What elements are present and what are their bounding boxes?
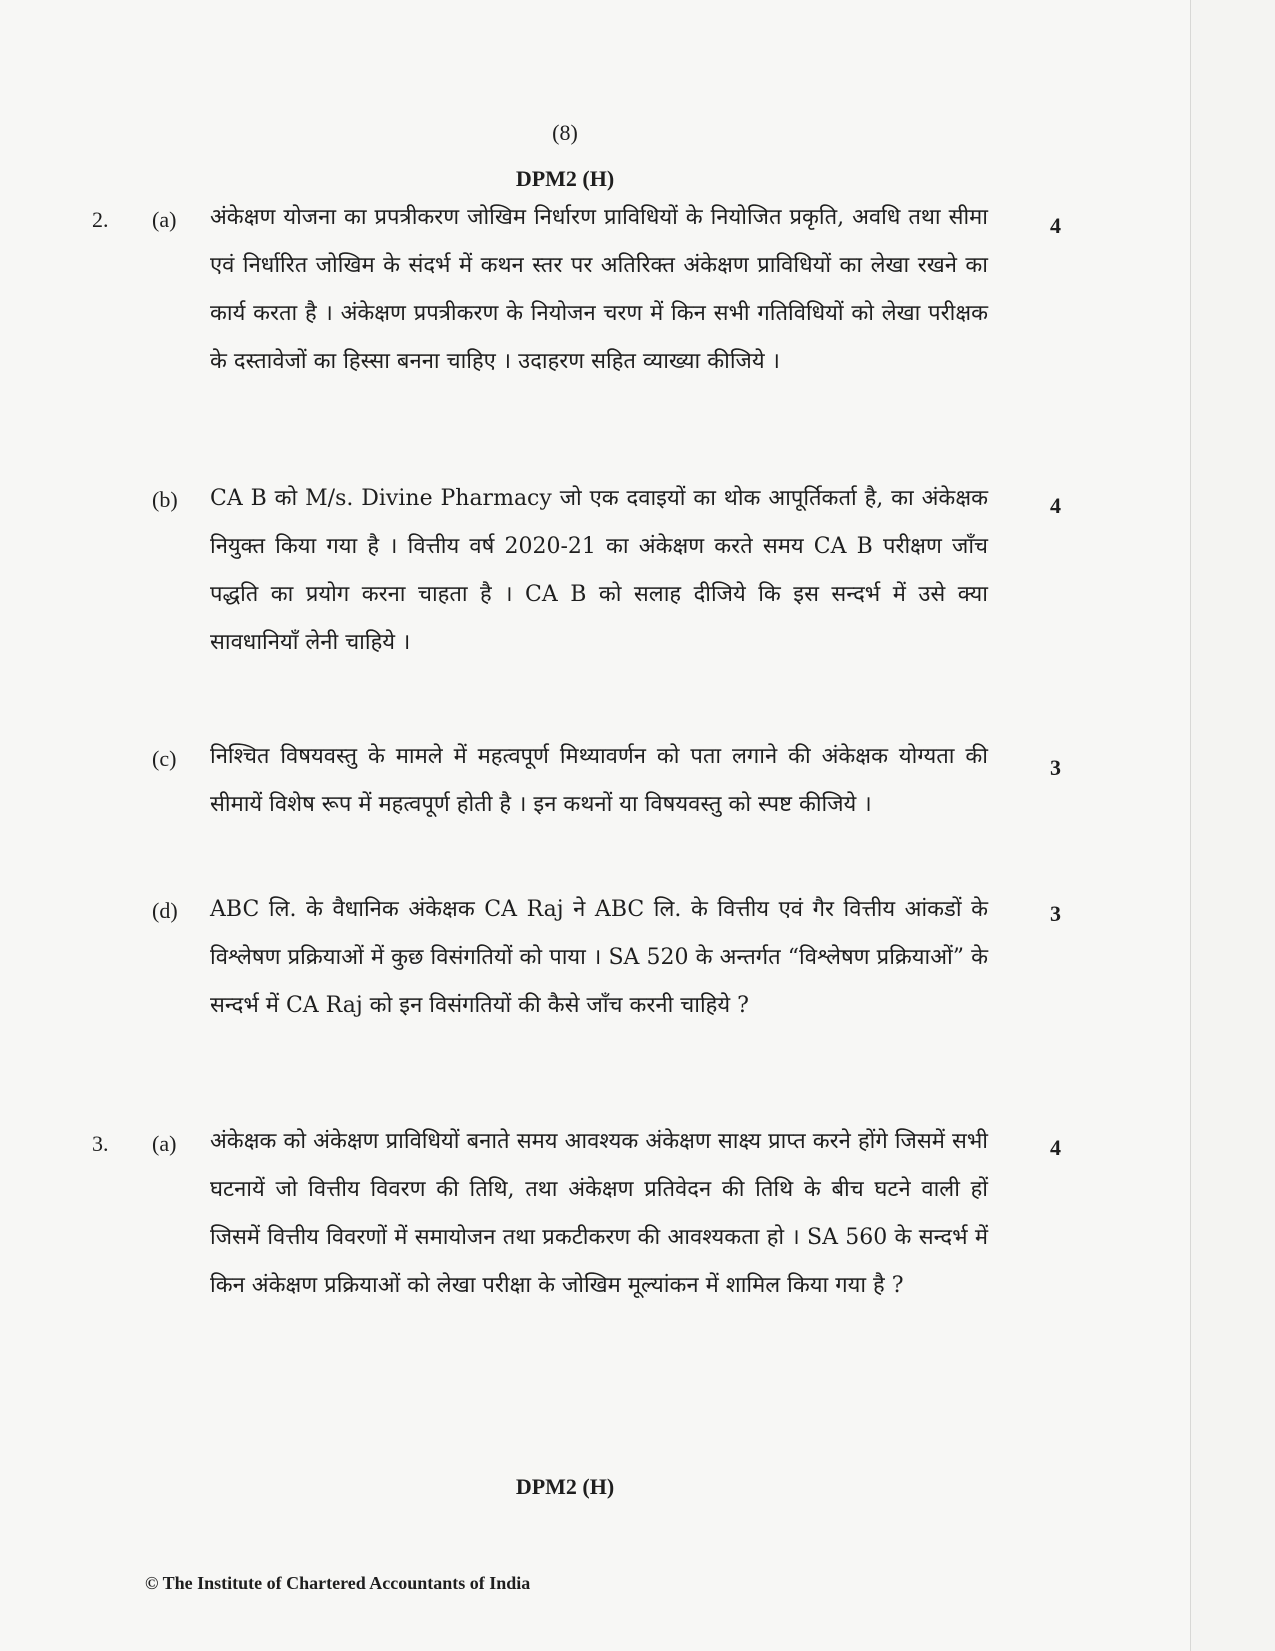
subquestion-text: निश्चित विषयवस्तु के मामले में महत्वपूर्ण मिथ्यावर्णन को पता लगाने की अंकेक्षक योग्यता की सीमायें विशेष रूप में महत्वपूर्ण होती है । इन कथनों या विषयवस्तु को स्पष्ट कीजिये । <box>210 744 988 817</box>
subquestion-text: CA B को M/s. Divine Pharmacy जो एक दवाइयों का थोक आपूर्तिकर्ता है, का अंकेक्षक नियुक्त किया गया है । वित्तीय वर्ष 2020-21 का अंकेक्षण करते समय CA B परीक्षण जाँच पद्धति का प्रयोग करना चाहता है । CA B को सलाह दीजिये कि इस सन्दर्भ में उसे क्या सावधानियाँ लेनी चाहिये । <box>210 486 988 655</box>
marks: 4 <box>1050 493 1061 518</box>
copyright-notice: © The Institute of Chartered Accountants of India <box>145 1573 531 1593</box>
question-number: 3. <box>92 1131 109 1156</box>
subquestion-text: अंकेक्षण योजना का प्रपत्रीकरण जोखिम निर्धारण प्राविधियों के नियोजित प्रकृति, अवधि तथा सीमा एवं निर्धारित जोखिम के संदर्भ में कथन स्तर पर अतिरिक्त अंकेक्षण प्राविधियों का लेखा रखने का कार्य करता है । अंकेक्षण प्रपत्रीकरण के नियोजन चरण में किन सभी गतिविधियों को लेखा परीक्षक के दस्तावेजों का हिस्सा बनना चाहिए । उदाहरण सहित व्याख्या कीजिये । <box>210 205 988 374</box>
subquestion-label: (a) <box>152 1131 177 1156</box>
subquestion-text: अंकेक्षक को अंकेक्षण प्राविधियों बनाते समय आवश्यक अंकेक्षण साक्ष्य प्राप्त करने होंगे जिसमें सभी घटनायें जो वित्तीय विवरण की तिथि, तथा अंकेक्षण प्रतिवेदन की तिथि के बीच घटने वाली हों जिसमें वित्तीय विवरणों में समायोजन तथा प्रकटीकरण की आवश्यकता हो । SA 560 के सन्दर्भ में किन अंकेक्षण प्रक्रियाओं को लेखा परीक्षा के जोखिम मूल्यांकन में शामिल किया गया है ? <box>210 1129 988 1298</box>
marks: 3 <box>1050 901 1061 926</box>
subquestion-label: (a) <box>152 207 177 232</box>
paper-code-header: DPM2 (H) <box>515 166 615 191</box>
question-number: 2. <box>92 207 109 232</box>
page-number: (8) <box>552 120 578 145</box>
marks: 4 <box>1050 213 1061 238</box>
subquestion-label: (d) <box>152 898 178 923</box>
subquestion-label: (b) <box>152 487 178 512</box>
subquestion-text: ABC लि. के वैधानिक अंकेक्षक CA Raj ने ABC लि. के वित्तीय एवं गैर वित्तीय आंकडों के विश्लेषण प्रक्रियाओं में कुछ विसंगतियों को पाया । SA 520 के अन्तर्गत “विश्लेषण प्रक्रियाओं” के सन्दर्भ में CA Raj को इन विसंगतियों की कैसे जाँच करनी चाहिये ? <box>210 897 988 1018</box>
marks: 3 <box>1050 755 1061 780</box>
subquestion-label: (c) <box>152 746 177 771</box>
paper-code-footer: DPM2 (H) <box>515 1474 615 1499</box>
marks: 4 <box>1050 1135 1061 1160</box>
